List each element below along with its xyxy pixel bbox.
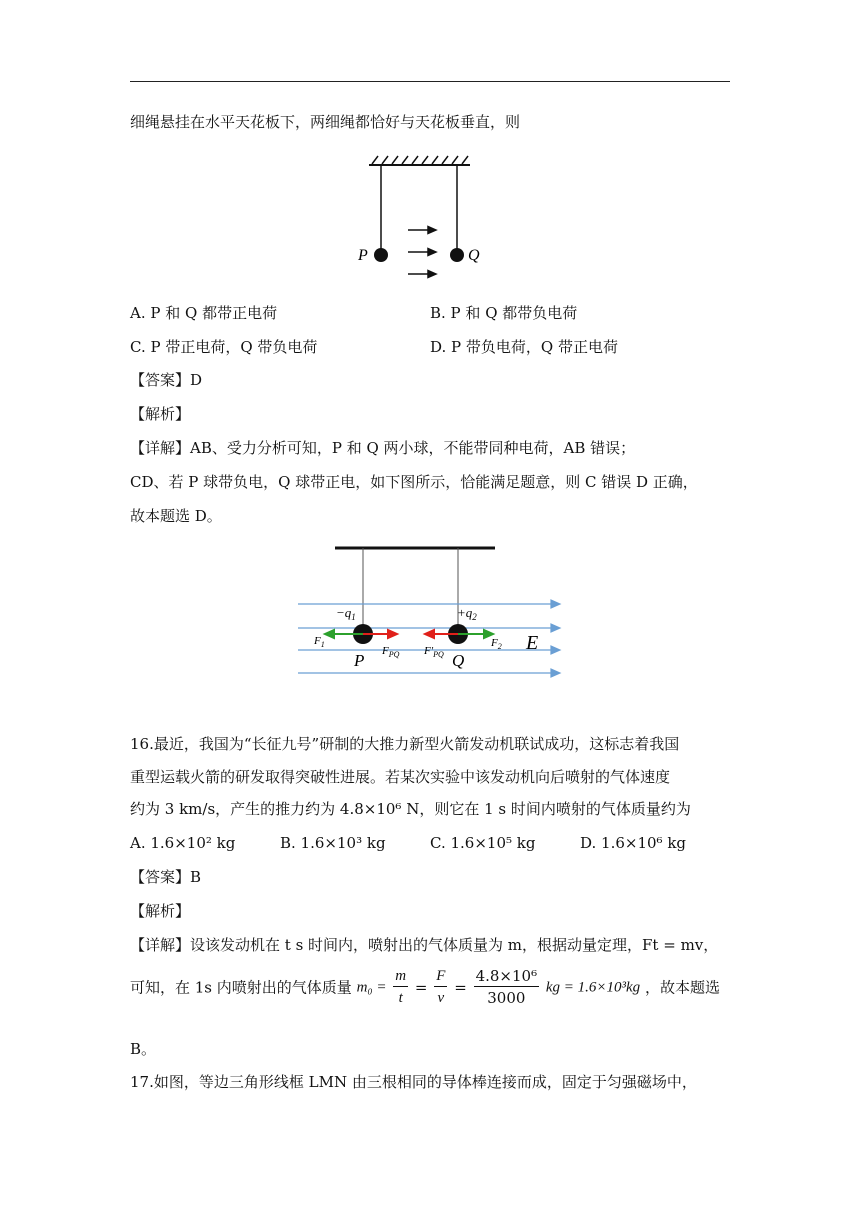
label-q: Q <box>468 247 480 264</box>
q16-option-c: C. 1.6×10⁵ kg <box>430 834 536 852</box>
q15-analysis-heading: 【解析】 <box>130 405 191 423</box>
q15-option-d: D. P 带负电荷，Q 带正电荷 <box>430 338 618 356</box>
q16-question-line-2: 重型运载火箭的研发取得突破性进展。若某次实验中该发动机向后喷射的气体速度 <box>130 768 671 786</box>
q16-question-line-3: 约为 3 km/s，产生的推力约为 4.8×10⁶ N，则它在 1 s 时间内喷射的气体质量约为 <box>130 800 691 818</box>
q16-detail-2-suffix: ，故本题选 <box>644 978 720 997</box>
q16-formula-lhs: m₀ = <box>356 979 387 996</box>
label-e: E <box>526 632 539 654</box>
formula-fraction-values: $\frac{\text{4.8×10⁶}}{3000}$ <box>475 967 538 1007</box>
q16-detail-line-1: 【详解】设该发动机在 t s 时间内，喷射出的气体质量为 m，根据动量定理，Ft = mv， <box>130 936 719 954</box>
label-plus-q2: $+q_2$ <box>457 605 477 622</box>
field-arrows <box>408 227 436 278</box>
label-q: Q <box>452 651 465 670</box>
q17-question-line-1: 17.如图，等边三角形线框 LMN 由三根相同的导体棒连接而成，固定于匀强磁场中， <box>130 1073 697 1091</box>
q16-detail-line-3: B。 <box>130 1040 157 1058</box>
q16-answer: 【答案】B <box>130 868 202 886</box>
label-fpq: $F_{PQ}$ <box>382 645 400 659</box>
q15-detail-line-3: 故本题选 D。 <box>130 507 222 525</box>
q15-question-tail: 细绳悬挂在水平天花板下，两细绳都恰好与天花板垂直，则 <box>130 113 521 131</box>
formula-fraction-f-over-v: $\frac{F}{v}$ <box>436 968 446 1006</box>
header-rule <box>130 81 730 82</box>
q15-detail-line-1: 【详解】AB、受力分析可知，P 和 Q 两小球，不能带同种电荷，AB 错误； <box>130 439 636 457</box>
ball-q <box>450 248 464 262</box>
label-p: P <box>354 651 365 670</box>
q16-formula-result: kg = 1.6×10³kg <box>545 979 641 996</box>
formula-fraction-m-over-t: $\frac{m}{t}$ <box>395 968 407 1006</box>
label-fpq-prime: $F'_{PQ}$ <box>424 645 444 659</box>
q15-answer: 【答案】D <box>130 371 203 389</box>
label-f2: $F_2$ <box>491 637 502 651</box>
label-minus-q1: $-q_1$ <box>336 605 356 622</box>
ball-p <box>374 248 388 262</box>
label-f1: $F_1$ <box>314 635 325 649</box>
q16-analysis-heading: 【解析】 <box>130 902 191 920</box>
q15-option-c: C. P 带正电荷，Q 带负电荷 <box>130 338 318 356</box>
q15-option-b: B. P 和 Q 都带负电荷 <box>430 304 578 322</box>
q16-option-d: D. 1.6×10⁶ kg <box>580 834 687 852</box>
q16-question-line-1: 16.最近，我国为“长征九号”研制的大推力新型火箭发动机联试成功，这标志着我国 <box>130 735 680 753</box>
ceiling-hatch <box>372 156 468 164</box>
q15-detail-line-2: CD、若 P 球带负电，Q 球带正电，如下图所示，恰能满足题意，则 C 错误 D 正确， <box>130 473 698 491</box>
q16-option-a: A. 1.6×10² kg <box>130 834 236 852</box>
figure-force-diagram <box>290 540 575 685</box>
q16-option-b: B. 1.6×10³ kg <box>280 834 386 852</box>
figure-pendulums <box>350 150 510 285</box>
q16-detail-line-2: 可知，在 1s 内喷射出的气体质量 m₀ = $\frac{m}{t}$ = $\frac{F}{v}$ = $\frac{\text{4.8×10⁶}}{3000}$ kg = 1.6×10³kg ，故本题选 <box>130 967 720 1007</box>
q16-detail-2-prefix: 可知，在 1s 内喷射出的气体质量 <box>130 978 352 997</box>
q15-option-a: A. P 和 Q 都带正电荷 <box>130 304 278 322</box>
label-p: P <box>358 247 368 264</box>
